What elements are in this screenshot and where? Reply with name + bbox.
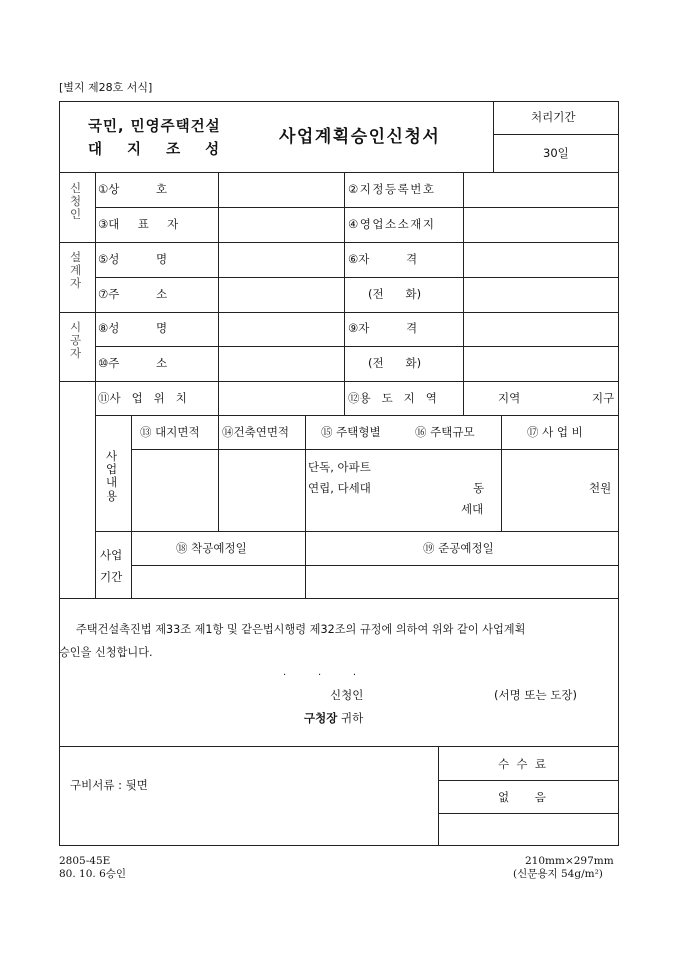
fee-label: 수 수 료 [498, 757, 546, 771]
applicant-section-label: 신 청 인 [70, 181, 82, 222]
declaration-text-line1: 주택건설촉진법 제33조 제1항 및 같은법시행령 제32조의 규정에 의하여 위와 같이 사업계획 [76, 623, 526, 636]
processing-period-label: 처리기간 [531, 110, 576, 124]
application-date: . . . [283, 667, 357, 678]
recipient-title: 구청장 [304, 711, 338, 725]
project-content-label: 사 업 내 용 [106, 449, 118, 503]
form-title: 사업계획승인신청서 [279, 127, 441, 147]
signature-or-seal-label: (서명 또는 도장) [494, 688, 577, 702]
recipient [304, 713, 363, 725]
builder-qualification-label: ⑨자 격 [348, 321, 418, 335]
required-documents-label: 구비서류 : 뒷면 [70, 778, 148, 792]
housing-scale-header: ⑯ 주택규모 [415, 425, 475, 439]
builder-phone-label: (전 화) [368, 356, 422, 370]
project-period-label-2: 기간 [100, 570, 123, 584]
registration-number-label: ②지정등록번호 [348, 182, 436, 196]
approval-date: 80. 10. 6승인 [59, 868, 127, 880]
applicant-signature-label: 신청인 [330, 688, 364, 702]
housing-type-header: ⑮ 주택형별 [321, 425, 381, 439]
builder-name-label: ⑧성 명 [98, 321, 168, 335]
builder-address-label: ⑩주 소 [98, 356, 168, 370]
project-cost-header: ⑰ 사 업 비 [527, 425, 583, 439]
start-date-label: ⑱ 착공예정일 [176, 541, 247, 555]
designer-address-label: ⑦주 소 [98, 287, 168, 301]
housing-type-line2: 연립, 다세대 [308, 481, 371, 495]
cost-unit: 천원 [589, 481, 612, 495]
paper-type: (신문용지 54g/m²) [513, 868, 603, 880]
office-location-label: ④영업소소재지 [348, 217, 436, 231]
project-period-label-1: 사업 [100, 548, 123, 562]
header-left-line1: 국민, 민영주택건설 [88, 119, 221, 135]
declaration-text-line2: 승인을 신청합니다. [59, 646, 153, 659]
site-area-header: ⑬ 대지면적 [140, 425, 200, 439]
household-unit: 세대 [461, 502, 484, 516]
fee-value: 없 음 [498, 790, 546, 804]
designer-section-label: 설 계 자 [70, 250, 82, 291]
designer-qualification-label: ⑥자 격 [348, 252, 418, 266]
form-number: [별지 제28호 서식] [59, 81, 153, 94]
representative-label: ③대 표 자 [98, 217, 179, 231]
paper-size: 210mm×297mm [525, 855, 614, 867]
district-suffix: 지구 [592, 391, 615, 405]
housing-type-line1: 단독, 아파트 [308, 460, 371, 474]
builder-section-label: 시 공 자 [70, 320, 82, 361]
form-code: 2805-45E [59, 855, 111, 867]
designer-phone-label: (전 화) [368, 287, 422, 301]
designer-name-label: ⑤성 명 [98, 252, 168, 266]
zone-suffix: 지역 [498, 391, 521, 405]
zoning-label: ⑫용 도 지 역 [348, 391, 437, 405]
completion-date-label: ⑲ 준공예정일 [423, 541, 494, 555]
floor-area-header: ⑭건축연면적 [222, 425, 290, 439]
processing-period-value: 30일 [543, 146, 569, 160]
header-left-line2: 대 지 조 성 [88, 142, 230, 158]
business-name-label: ①상 호 [98, 182, 168, 196]
building-unit: 동 [473, 481, 485, 495]
project-location-label: ⑪사 업 위 치 [98, 391, 187, 405]
recipient-suffix: 귀하 [337, 711, 364, 725]
